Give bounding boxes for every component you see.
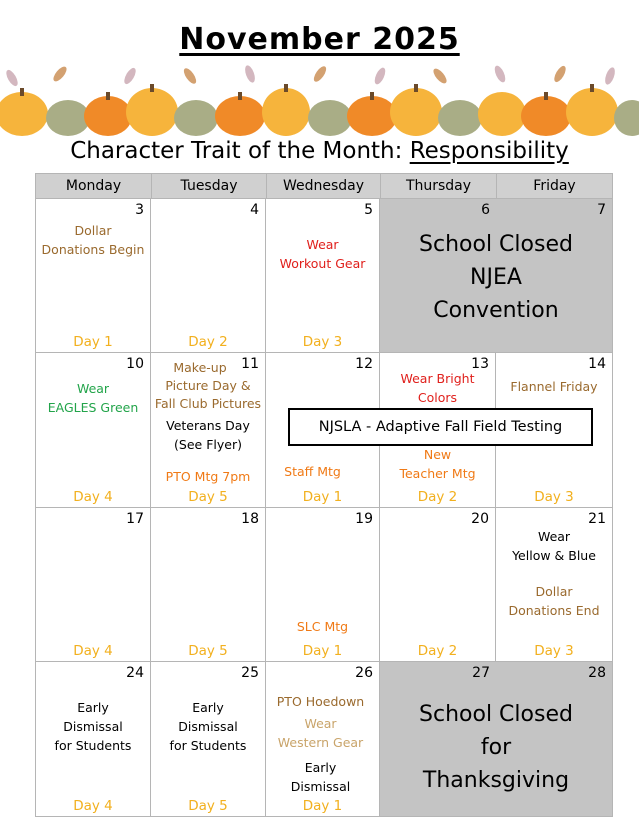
event-text: PTO Mtg 7pm (165, 469, 251, 484)
day-cell (496, 508, 613, 662)
day-rotation-label: Day 2 (417, 643, 458, 659)
weekday-header: Monday (36, 174, 152, 198)
event-text: PTO Hoedown (276, 694, 365, 709)
date-number: 11 (241, 356, 259, 372)
calendar-grid (35, 173, 613, 818)
day-rotation-label: Day 3 (302, 334, 343, 350)
date-number: 6 (481, 202, 490, 218)
day-rotation-label: Day 3 (534, 643, 574, 659)
event-text: for Students (169, 738, 247, 753)
calendar-title: November 2025 (179, 22, 460, 57)
closed-text: Thanksgiving (422, 768, 570, 793)
day-rotation-label: Day 2 (188, 334, 228, 350)
event-text: Dismissal (178, 719, 238, 734)
day-rotation-label: Day 1 (302, 489, 343, 505)
event-text: for Students (54, 738, 132, 753)
event-text: Wear (304, 716, 337, 731)
day-rotation-label: Day 4 (73, 643, 113, 659)
date-number: 12 (355, 356, 373, 372)
event-text: Donations Begin (41, 242, 145, 257)
date-number: 4 (250, 202, 259, 218)
date-number: 13 (471, 356, 489, 372)
pumpkin-banner-image (0, 64, 639, 140)
event-text: Western Gear (277, 735, 364, 750)
event-text: Colors (417, 390, 458, 405)
trait-value: Responsibility (409, 138, 569, 164)
date-number: 10 (126, 356, 144, 372)
date-number: 25 (241, 665, 259, 681)
weekday-header: Wednesday (267, 174, 381, 198)
event-text: (See Flyer) (174, 437, 242, 452)
event-text: Dollar (74, 223, 112, 238)
day-rotation-label: Day 3 (534, 489, 574, 505)
weekday-header: Thursday (381, 174, 497, 198)
closed-text: Convention (433, 298, 559, 323)
school-closed-cell (380, 662, 613, 817)
date-number: 7 (597, 202, 606, 218)
day-cell (35, 662, 151, 817)
event-text: Teacher Mtg (399, 466, 476, 481)
day-rotation-label: Day 5 (188, 798, 228, 814)
day-rotation-label: Day 1 (302, 798, 343, 814)
weekday-header: Friday (533, 178, 576, 194)
school-closed-cell (380, 199, 613, 353)
date-number: 5 (364, 202, 373, 218)
date-number: 18 (241, 511, 259, 527)
event-text: Wear (306, 237, 339, 252)
event-text: New (423, 447, 452, 462)
day-cell (266, 508, 380, 662)
event-text: Veterans Day (166, 418, 250, 433)
date-number: 27 (472, 665, 490, 681)
event-text: Flannel Friday (510, 379, 598, 394)
day-rotation-label: Day 5 (188, 643, 228, 659)
closed-text: for (480, 735, 512, 760)
event-text: Picture Day & (165, 378, 251, 393)
day-rotation-label: Day 5 (188, 489, 228, 505)
event-text: EAGLES Green (47, 400, 139, 415)
event-text: Donations End (508, 603, 600, 618)
closed-text: School Closed (419, 702, 573, 727)
day-cell (151, 508, 266, 662)
day-cell (35, 508, 151, 662)
event-text: Early (304, 760, 337, 775)
event-text: Workout Gear (279, 256, 366, 271)
weekday-header: Tuesday (152, 174, 267, 198)
date-number: 21 (588, 511, 606, 527)
event-text: Dismissal (290, 779, 351, 794)
date-number: 20 (471, 511, 489, 527)
day-cell (380, 508, 496, 662)
trait-of-month (0, 138, 639, 170)
day-rotation-label: Day 4 (73, 798, 113, 814)
event-text: Early (77, 700, 109, 715)
event-text: Early (192, 700, 224, 715)
date-number: 24 (126, 665, 144, 681)
day-cell (35, 199, 151, 353)
day-cell (151, 662, 266, 817)
day-rotation-label: Day 1 (73, 334, 113, 350)
day-rotation-label: Day 1 (302, 643, 343, 659)
event-text: Make-up (173, 360, 227, 375)
trait-label: Character Trait of the Month: (70, 138, 403, 164)
date-number: 19 (355, 511, 373, 527)
testing-banner: NJSLA - Adaptive Fall Field Testing (288, 408, 593, 446)
day-cell (151, 199, 266, 353)
day-rotation-label: Day 2 (417, 489, 458, 505)
event-text: Yellow & Blue (512, 548, 596, 563)
date-number: 14 (588, 356, 606, 372)
day-rotation-label: Day 4 (73, 489, 113, 505)
event-text: Wear (76, 381, 110, 396)
closed-text: NJEA (470, 265, 522, 290)
day-cell (151, 353, 266, 508)
event-text: SLC Mtg (296, 619, 349, 634)
event-text: Staff Mtg (284, 464, 341, 479)
date-number: 17 (126, 511, 144, 527)
event-text: Dollar (535, 584, 573, 599)
date-number: 3 (135, 202, 144, 218)
date-number: 28 (588, 665, 606, 681)
date-number: 26 (355, 665, 373, 681)
day-cell (35, 353, 151, 508)
day-cell (266, 662, 380, 817)
weekday-header-row (35, 173, 613, 199)
event-text: Fall Club Pictures (154, 396, 262, 411)
event-text: Dismissal (63, 719, 123, 734)
day-cell (266, 199, 380, 353)
closed-text: School Closed (419, 232, 573, 257)
event-text: Wear (537, 529, 571, 544)
event-text: Wear Bright (400, 371, 475, 386)
